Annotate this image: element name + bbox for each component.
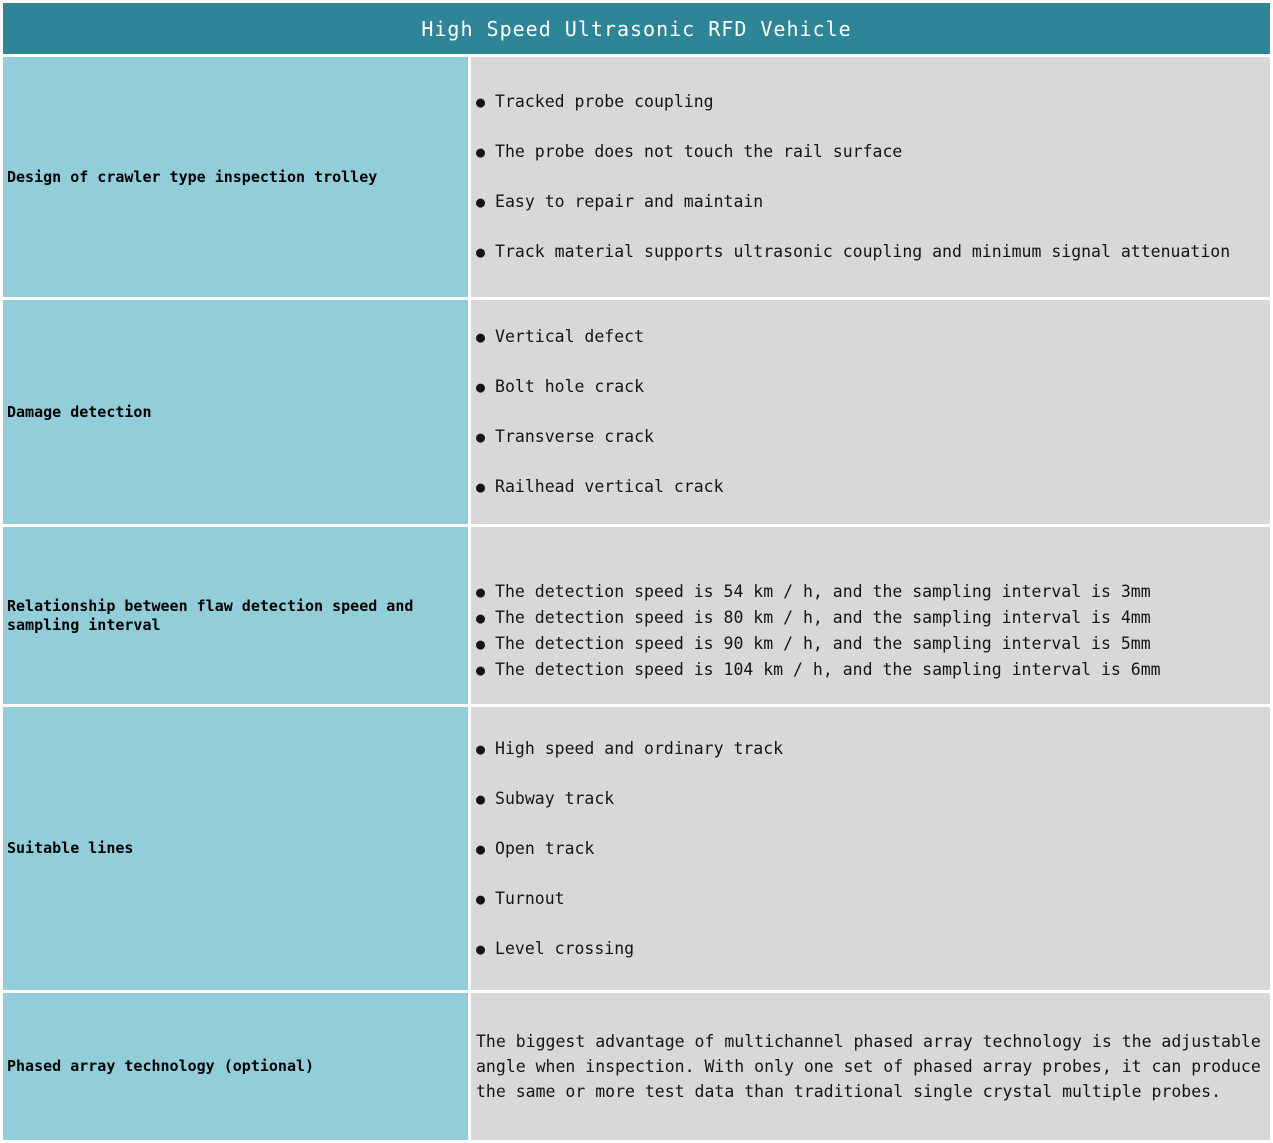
table-row: [3, 707, 1270, 990]
bullet-icon: ●: [476, 428, 486, 446]
bullet-icon: ●: [476, 889, 486, 908]
bullet-list: [476, 724, 1266, 974]
list-item-text: The detection speed is 80 km / h, and the sampling interval is 4mm: [495, 607, 1151, 627]
list-item: [476, 774, 1266, 824]
bullet-icon: ●: [476, 193, 486, 211]
list-item: [476, 605, 1266, 631]
list-item-text: Track material supports ultrasonic coupling and minimum signal attenuation: [495, 242, 1231, 261]
bullet-list: [476, 312, 1266, 512]
row-label-suitable-lines: Suitable lines: [3, 707, 468, 990]
list-item-text: The detection speed is 90 km / h, and the sampling interval is 5mm: [495, 633, 1151, 653]
table-row: [3, 993, 1270, 1140]
list-item: [476, 657, 1266, 683]
list-item: [476, 579, 1266, 605]
bullet-icon: ●: [476, 939, 486, 958]
table-row: [3, 527, 1270, 704]
list-item: [476, 631, 1266, 657]
row-content-suitable-lines: [471, 707, 1270, 990]
list-item: [476, 77, 1266, 127]
list-item-text: Vertical defect: [495, 327, 645, 346]
list-item-text: The detection speed is 104 km / h, and the sampling interval is 6mm: [495, 659, 1161, 679]
list-item-text: Open track: [495, 838, 595, 858]
bullet-list: [476, 77, 1266, 277]
list-item: [476, 312, 1266, 362]
bullet-icon: ●: [476, 378, 486, 396]
table-row: [3, 57, 1270, 297]
bullet-list: [476, 579, 1266, 683]
bullet-icon: ●: [476, 634, 486, 653]
list-item: [476, 924, 1266, 974]
bullet-icon: ●: [476, 789, 486, 808]
row-label-speed-sampling: Relationship between flaw detection speed and sampling interval: [3, 527, 468, 704]
bullet-icon: ●: [476, 839, 486, 858]
bullet-icon: ●: [476, 243, 486, 261]
list-item-text: Transverse crack: [495, 427, 654, 446]
list-item: [476, 874, 1266, 924]
row-label-phased-array: Phased array technology (optional): [3, 993, 468, 1140]
row-content-phased-array: [471, 993, 1270, 1140]
list-item: [476, 362, 1266, 412]
bullet-icon: ●: [476, 478, 486, 496]
list-item: [476, 462, 1266, 512]
page-title: High Speed Ultrasonic RFD Vehicle: [3, 3, 1270, 54]
list-item-text: Subway track: [495, 788, 615, 808]
list-item: [476, 824, 1266, 874]
row-content-speed-sampling: [471, 527, 1270, 704]
list-item-text: Tracked probe coupling: [495, 92, 714, 111]
list-item: [476, 177, 1266, 227]
row-label-damage-detection: Damage detection: [3, 300, 468, 524]
bullet-icon: ●: [476, 143, 486, 161]
list-item-text: The detection speed is 54 km / h, and the sampling interval is 3mm: [495, 581, 1151, 601]
bullet-icon: ●: [476, 739, 486, 758]
phased-array-paragraph: The biggest advantage of multichannel phased array technology is the adjustable angle when inspection. With only one set of phased array probes, it can produce the same or more test data than traditional single crystal multiple probes.: [476, 1032, 1261, 1101]
list-item: [476, 412, 1266, 462]
list-item-text: Turnout: [495, 888, 565, 908]
header-row: [3, 3, 1270, 54]
list-item: [476, 724, 1266, 774]
list-item-text: Bolt hole crack: [495, 377, 645, 396]
row-content-trolley-design: [471, 57, 1270, 297]
table-row: [3, 300, 1270, 524]
list-item: [476, 227, 1266, 277]
list-item-text: Easy to repair and maintain: [495, 192, 764, 211]
bullet-icon: ●: [476, 582, 486, 601]
list-item-text: High speed and ordinary track: [495, 738, 784, 758]
list-item-text: The probe does not touch the rail surface: [495, 142, 903, 161]
bullet-icon: ●: [476, 93, 486, 111]
bullet-icon: ●: [476, 328, 486, 346]
row-content-damage-detection: [471, 300, 1270, 524]
list-item: [476, 127, 1266, 177]
bullet-icon: ●: [476, 660, 486, 679]
list-item-text: Level crossing: [495, 938, 635, 958]
row-label-trolley-design: Design of crawler type inspection trolley: [3, 57, 468, 297]
list-item-text: Railhead vertical crack: [495, 477, 724, 496]
bullet-icon: ●: [476, 608, 486, 627]
